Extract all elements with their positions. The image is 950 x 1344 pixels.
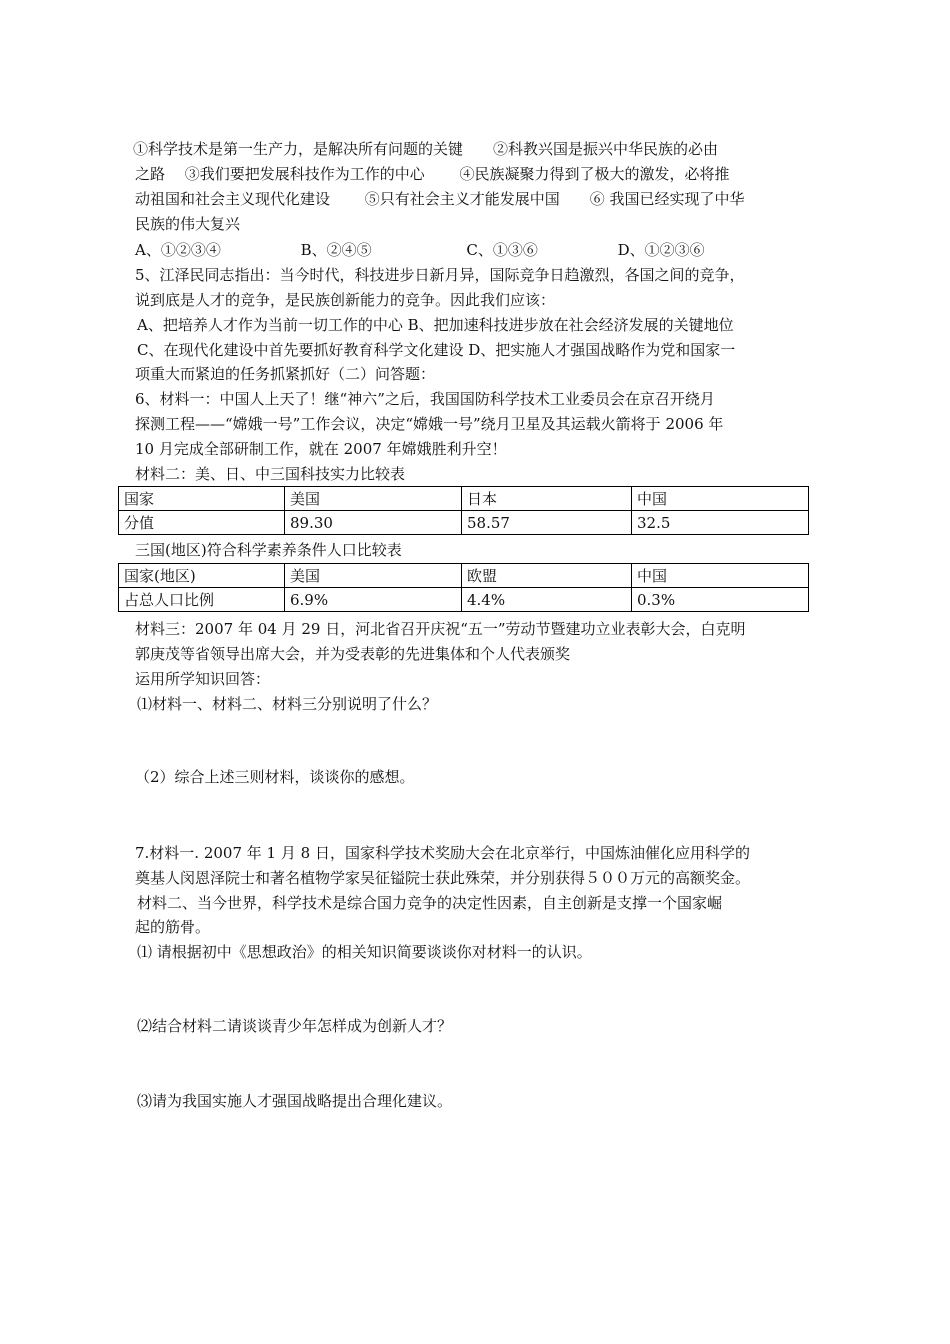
- table-cell: 日本: [462, 487, 632, 511]
- q7-material-one-line-2: 奠基人闵恩泽院士和著名植物学家吴征镒院士获此殊荣，并分别获得５００万元的高额奖金。: [135, 869, 751, 887]
- q5-stem-line-1: 5、江泽民同志指出：当今时代，科技进步日新月异，国际竞争日趋激烈，各国之间的竞争，: [135, 266, 745, 284]
- q6-instruction: 运用所学知识回答：: [135, 670, 271, 688]
- table-cell: 89.30: [285, 511, 462, 535]
- table-cell: 国家(地区): [119, 564, 285, 588]
- table-cell: 美国: [285, 564, 462, 588]
- q7-material-two-line-1: 材料二、当今世界，科学技术是综合国力竞争的决定性因素，自主创新是支撑一个国家崛: [137, 894, 723, 912]
- q6-material-two-title: 材料二：美、日、中三国科技实力比较表: [135, 465, 406, 483]
- q7-subquestion-3: ⑶请为我国实施人才强国战略提出合理化建议。: [137, 1092, 453, 1110]
- science-literacy-table: [118, 563, 809, 612]
- table-row: [119, 588, 809, 612]
- table-cell: 美国: [285, 487, 462, 511]
- q5-options-line-2: C、在现代化建设中首先要抓好教育科学文化建设 D、把实施人才强国战略作为党和国家一: [137, 341, 736, 359]
- q6-material-three-line-1: 材料三：2007 年 04 月 29 日，河北省召开庆祝“五一”劳动节暨建功立业表彰大会，白克明: [135, 620, 746, 638]
- q4-statement-line-1: ①科学技术是第一生产力，是解决所有问题的关键 ②科教兴国是振兴中华民族的必由: [133, 140, 719, 158]
- q4-answer-options: A、①②③④ B、②④⑤ C、①③⑥ D、①②③⑥: [135, 241, 705, 259]
- q6-material-one-line-1: 6、材料一：中国人上天了！继“神六”之后，我国国防科学技术工业委员会在京召开绕月: [135, 390, 715, 408]
- q7-subquestion-2: ⑵结合材料二请谈谈青少年怎样成为创新人才？: [137, 1017, 453, 1035]
- q7-material-one-line-1: 7.材料一. 2007 年 1 月 8 日，国家科学技术奖励大会在北京举行，中国炼油催化应用科学的: [135, 844, 750, 862]
- table-row: [119, 564, 809, 588]
- table-cell: 4.4%: [462, 588, 632, 612]
- table2-title: 三国(地区)符合科学素养条件人口比较表: [135, 541, 402, 559]
- q6-material-three-line-2: 郭庚茂等省领导出席大会，并为受表彰的先进集体和个人代表颁奖: [135, 645, 571, 663]
- table-cell: 0.3%: [632, 588, 809, 612]
- q5-stem-line-2: 说到底是人才的竞争，是民族创新能力的竞争。因此我们应该：: [135, 291, 556, 309]
- q6-subquestion-2: （2）综合上述三则材料，谈谈你的感想。: [135, 768, 415, 786]
- q6-subquestion-1: ⑴材料一、材料二、材料三分别说明了什么？: [137, 695, 438, 713]
- q4-statement-line-4: 民族的伟大复兴: [135, 215, 241, 233]
- table-cell: 6.9%: [285, 588, 462, 612]
- table-cell: 欧盟: [462, 564, 632, 588]
- table-cell: 58.57: [462, 511, 632, 535]
- table-cell: 32.5: [632, 511, 809, 535]
- q7-subquestion-1: ⑴ 请根据初中《思想政治》的相关知识简要谈谈你对材料一的认识。: [137, 943, 592, 961]
- tech-strength-table: [118, 486, 809, 535]
- q5-options-line-3: 项重大而紧迫的任务抓紧抓好（二）问答题：: [135, 365, 436, 383]
- table-row: [119, 487, 809, 511]
- table-cell: 国家: [119, 487, 285, 511]
- table-cell: 中国: [632, 564, 809, 588]
- q4-statement-line-2: 之路 ③我们要把发展科技作为工作的中心 ④民族凝聚力得到了极大的激发，必将推: [135, 165, 730, 183]
- table-cell: 分值: [119, 511, 285, 535]
- table-cell: 中国: [632, 487, 809, 511]
- q6-material-one-line-2: 探测工程——“嫦娥一号”工作会议，决定“嫦娥一号”绕月卫星及其运载火箭将于 2006 年: [135, 415, 724, 433]
- table-cell: 占总人口比例: [119, 588, 285, 612]
- q7-material-two-line-2: 起的筋骨。: [135, 918, 211, 936]
- q5-options-line-1: A、把培养人才作为当前一切工作的中心 B、把加速科技进步放在社会经济发展的关键地位: [137, 316, 734, 334]
- q4-statement-line-3: 动祖国和社会主义现代化建设 ⑤只有社会主义才能发展中国 ⑥ 我国已经实现了中华: [135, 190, 745, 208]
- table-row: [119, 511, 809, 535]
- q6-material-one-line-3: 10 月完成全部研制工作，就在 2007 年嫦娥胜利升空！: [135, 440, 507, 458]
